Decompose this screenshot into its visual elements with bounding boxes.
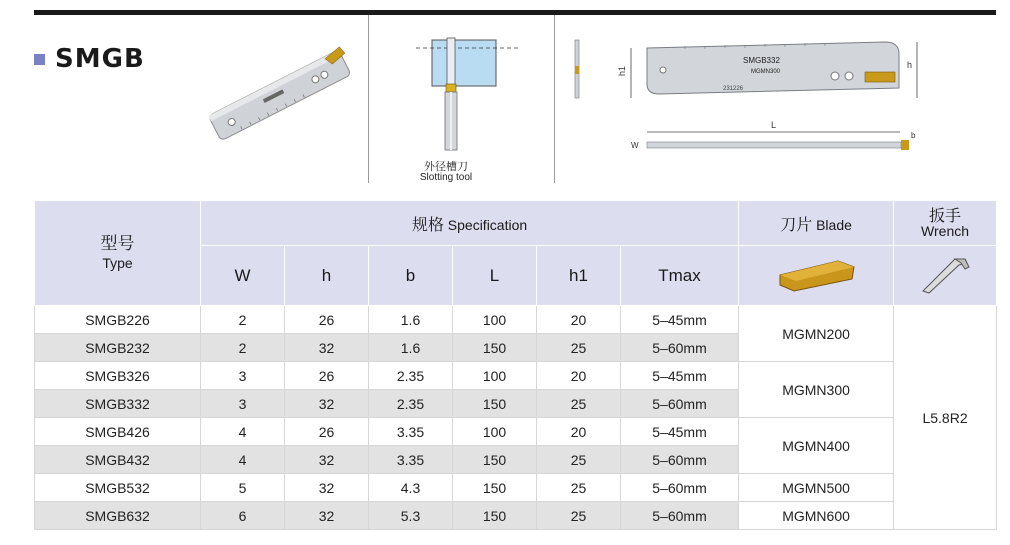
cell-type: SMGB232 (35, 334, 201, 362)
table-row (35, 362, 997, 390)
header-blade-en: Blade (816, 216, 852, 233)
header-spec-en: Specification (447, 216, 528, 233)
cell-h1: 20 (537, 418, 621, 446)
cell-b: 2.35 (369, 390, 453, 418)
blade-photo-icon (200, 38, 365, 148)
col-header-Tmax: Tmax (621, 246, 739, 306)
header-specification (201, 201, 739, 246)
hex-wrench-icon (894, 246, 997, 306)
cell-L: 150 (453, 334, 537, 362)
cell-h1: 25 (537, 390, 621, 418)
cell-W: 2 (201, 334, 285, 362)
table-row (35, 502, 997, 530)
dim-W-label: W (631, 141, 639, 150)
cell-b: 3.35 (369, 446, 453, 474)
cell-blade: MGMN200 (739, 306, 894, 362)
col-header-h: h (285, 246, 369, 306)
insert-blade-icon (739, 246, 894, 306)
cell-L: 150 (453, 446, 537, 474)
cell-h1: 20 (537, 306, 621, 334)
cell-h: 32 (285, 390, 369, 418)
col-header-h1: h1 (537, 246, 621, 306)
cell-W: 3 (201, 390, 285, 418)
col-header-L: L (453, 246, 537, 306)
divider-2 (554, 15, 555, 183)
header-blade-cn: 刀片 (780, 214, 813, 234)
cell-h: 32 (285, 474, 369, 502)
cell-wrench: L5.8R2 (894, 306, 997, 530)
cell-tmax: 5–60mm (621, 502, 739, 530)
cell-h1: 25 (537, 334, 621, 362)
cell-h: 32 (285, 446, 369, 474)
cell-tmax: 5–45mm (621, 306, 739, 334)
col-header-W: W (201, 246, 285, 306)
cell-h1: 25 (537, 446, 621, 474)
cell-L: 150 (453, 474, 537, 502)
blade-technical-drawing-icon (565, 30, 930, 175)
cell-tmax: 5–60mm (621, 390, 739, 418)
blade-drawing-sublabel: MGMN300 (751, 69, 781, 75)
cell-h1: 20 (537, 362, 621, 390)
top-rule (34, 10, 996, 15)
header-wrench-cn: 扳手 (929, 205, 962, 225)
cell-type: SMGB332 (35, 390, 201, 418)
table-row (35, 474, 997, 502)
dim-b-label: b (911, 131, 916, 140)
cell-type: SMGB426 (35, 418, 201, 446)
cell-L: 100 (453, 306, 537, 334)
title-bullet-icon (34, 54, 45, 65)
cell-blade: MGMN600 (739, 502, 894, 530)
cell-type: SMGB532 (35, 474, 201, 502)
cell-L: 150 (453, 390, 537, 418)
cell-b: 1.6 (369, 334, 453, 362)
slot-caption-en: Slotting tool (419, 172, 473, 183)
cell-tmax: 5–60mm (621, 334, 739, 362)
header-blade (739, 201, 894, 246)
cell-type: SMGB226 (35, 306, 201, 334)
cell-b: 2.35 (369, 362, 453, 390)
cell-tmax: 5–60mm (621, 474, 739, 502)
blade-drawing-code: 231226 (723, 86, 744, 92)
table-row (35, 306, 997, 334)
header-spec-cn: 规格 (411, 214, 444, 234)
divider-1 (368, 15, 369, 183)
cell-type: SMGB632 (35, 502, 201, 530)
slot-caption-cn: 外径槽刀 (424, 160, 468, 173)
dim-h1-label: h1 (617, 65, 627, 76)
cell-W: 4 (201, 418, 285, 446)
header-type-en: Type (102, 254, 133, 271)
slotting-tool-icon (412, 32, 522, 156)
cell-b: 5.3 (369, 502, 453, 530)
cell-L: 100 (453, 418, 537, 446)
title-text: SMGB (55, 44, 145, 74)
header-type-cn: 型号 (100, 233, 135, 254)
cell-b: 4.3 (369, 474, 453, 502)
blade-drawing-label: SMGB332 (743, 56, 780, 65)
section-title (34, 44, 145, 74)
header-wrench (894, 201, 997, 246)
cell-h: 26 (285, 362, 369, 390)
cell-h1: 25 (537, 474, 621, 502)
cell-blade: MGMN500 (739, 474, 894, 502)
cell-blade: MGMN400 (739, 418, 894, 474)
cell-b: 3.35 (369, 418, 453, 446)
cell-b: 1.6 (369, 306, 453, 334)
cell-W: 4 (201, 446, 285, 474)
cell-tmax: 5–45mm (621, 418, 739, 446)
spec-table (34, 200, 997, 530)
cell-tmax: 5–45mm (621, 362, 739, 390)
cell-h1: 25 (537, 502, 621, 530)
cell-h: 26 (285, 306, 369, 334)
cell-W: 3 (201, 362, 285, 390)
dim-h-label: h (907, 60, 913, 70)
table-row (35, 418, 997, 446)
cell-L: 150 (453, 502, 537, 530)
cell-tmax: 5–60mm (621, 446, 739, 474)
cell-blade: MGMN300 (739, 362, 894, 418)
cell-h: 26 (285, 418, 369, 446)
cell-W: 2 (201, 306, 285, 334)
dim-L-label: L (771, 120, 777, 130)
cell-W: 5 (201, 474, 285, 502)
cell-h: 32 (285, 334, 369, 362)
cell-L: 100 (453, 362, 537, 390)
cell-W: 6 (201, 502, 285, 530)
header-wrench-en: Wrench (921, 223, 970, 240)
cell-h: 32 (285, 502, 369, 530)
header-type (35, 201, 201, 306)
cell-type: SMGB326 (35, 362, 201, 390)
cell-type: SMGB432 (35, 446, 201, 474)
col-header-b: b (369, 246, 453, 306)
